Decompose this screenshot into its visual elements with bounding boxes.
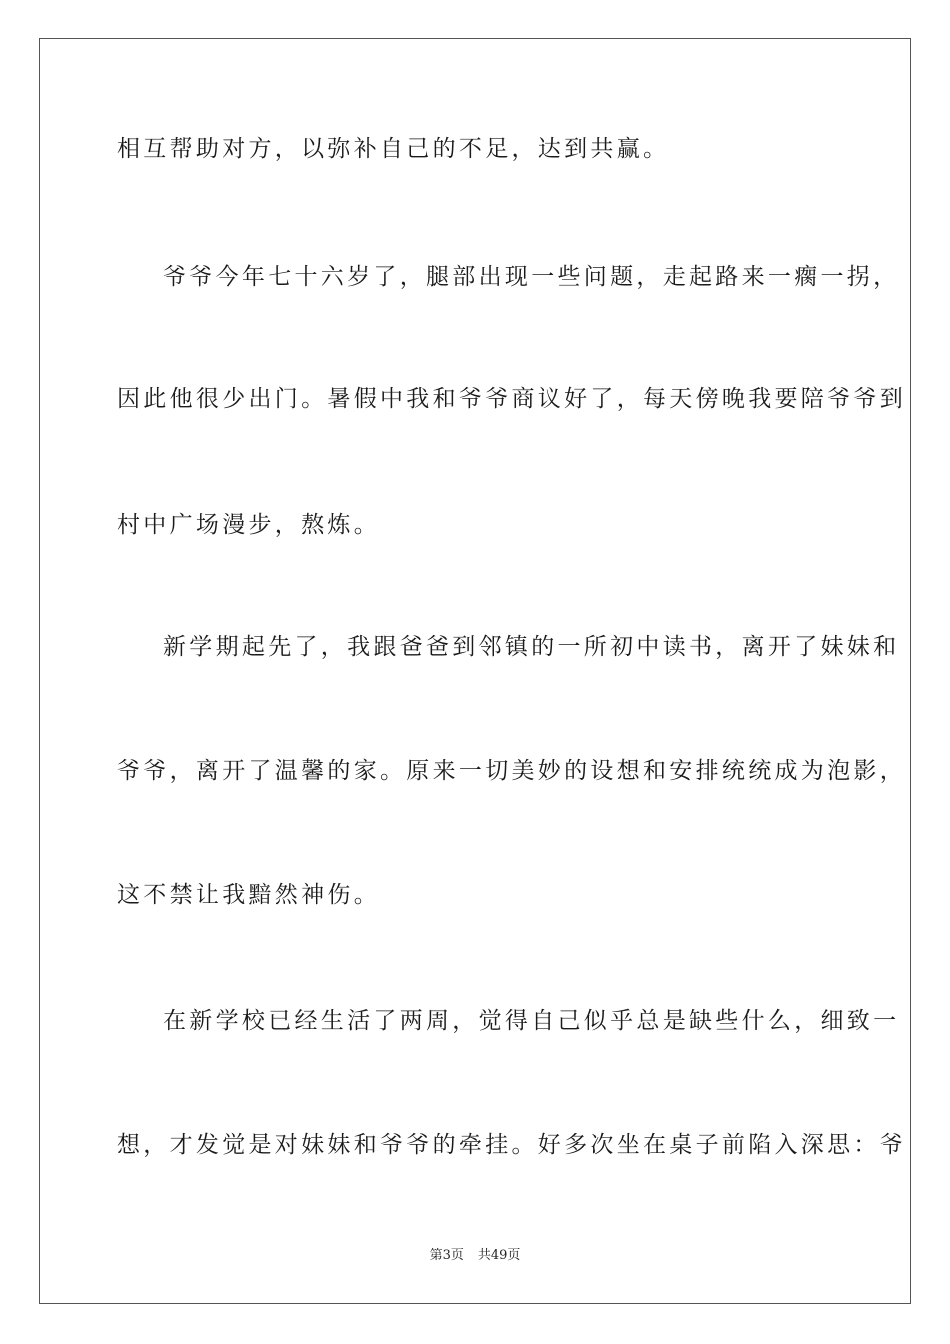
page-border (39, 38, 911, 1304)
text-line: 相互帮助对方，以弥补自己的不足，达到共赢。 (117, 136, 670, 162)
paragraph-start-line: 新学期起先了，我跟爸爸到邻镇的一所初中读书，离开了妹妹和 (163, 634, 900, 660)
text-line: 这不禁让我黯然神伤。 (117, 882, 380, 908)
paragraph-start-line: 在新学校已经生活了两周，觉得自己似乎总是缺些什么，细致一 (163, 1008, 900, 1034)
text-line: 爷爷，离开了温馨的家。原来一切美妙的设想和安排统统成为泡影， (117, 758, 906, 784)
page-number: 第3页 (429, 1248, 464, 1263)
text-line: 村中广场漫步，熬炼。 (117, 512, 380, 538)
page-footer (0, 1247, 950, 1265)
text-line: 想，才发觉是对妹妹和爷爷的牵挂。好多次坐在桌子前陷入深思：爷 (117, 1132, 906, 1158)
total-pages: 共49页 (477, 1248, 521, 1263)
paragraph-start-line: 爷爷今年七十六岁了，腿部出现一些问题，走起路来一瘸一拐， (163, 264, 900, 290)
text-line: 因此他很少出门。暑假中我和爷爷商议好了，每天傍晚我要陪爷爷到 (117, 386, 906, 412)
